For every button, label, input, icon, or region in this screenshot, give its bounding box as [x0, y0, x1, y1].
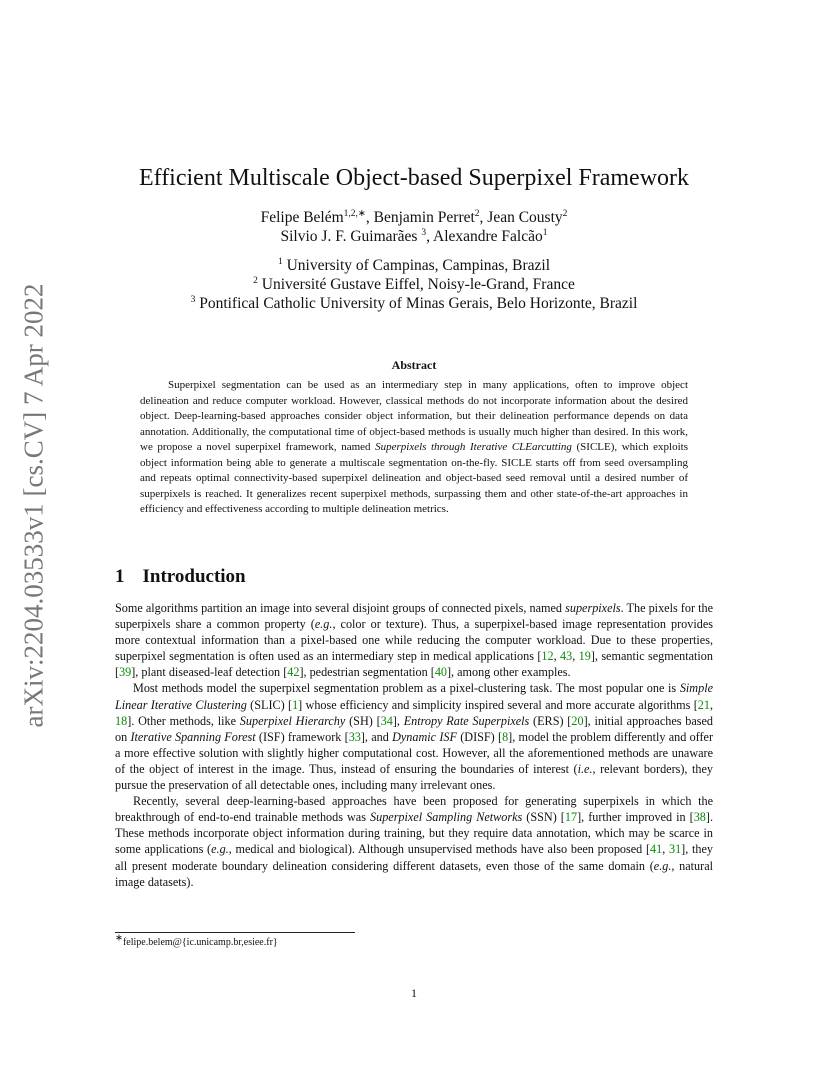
affiliation-list [100, 256, 728, 313]
affiliation: $^2$ Université Gustave Eiffel, Noisy-le-Grand, France [253, 275, 575, 293]
citation-link[interactable]: 33 [348, 729, 361, 744]
citation-link[interactable]: 21 [697, 697, 710, 712]
section-number: 1 [115, 566, 125, 587]
citation-link[interactable]: 38 [693, 810, 706, 825]
author-name: Benjamin Perret [373, 209, 475, 226]
arxiv-identifier-text: arXiv:2204.03533v1 [cs.CV] 7 Apr 2022 [18, 283, 49, 727]
citation-link[interactable]: 43 [560, 649, 573, 664]
paragraph: Recently, several deep-learning-based approaches have been proposed for generating superpixels in which the breakthrough of end-to-end trainable methods was Superpixel Sampling Networks (SSN) [17], further improved in [38]. These methods incorporate object information during training, but they require data annotation, which may be scarce in some applications (e.g., medical and biological). Although unsupervised methods have also been proposed [41, 31], they all present moderate boundary delineation considering different datasets, even those of the same domain (e.g., natural image datasets). [115, 794, 714, 889]
introduction-body [115, 600, 713, 890]
paper-title: Efficient Multiscale Object-based Superpixel Framework [138, 165, 690, 191]
author-affil-sup: 1 [542, 227, 548, 238]
author-name: Silvio J. F. Guimarães [280, 228, 418, 245]
citation-link[interactable]: 1 [292, 697, 299, 712]
author-name: Alexandre Falcão [433, 228, 543, 245]
footnote-rule [115, 932, 355, 933]
author-affil-sup: 2 [562, 208, 568, 219]
paragraph: Some algorithms partition an image into several disjoint groups of connected pixels, named superpixels. The pixels for the superpixels share a common property (e.g., color or texture). Thus, a superpixel-based image representation provides more contextual information than a pixel-based one while reducing the computer workload. Due to these properties, superpixel segmentation is often used as an intermediary step in medical applications [12, 43, 19], semantic segmentation [39], plant diseased-leaf detection [42], pedestrian segmentation [40], among other examples. [115, 601, 713, 680]
citation-link[interactable]: 31 [668, 842, 682, 857]
footnote [115, 933, 515, 949]
citation-link[interactable]: 42 [287, 665, 300, 680]
abstract-heading: Abstract [391, 358, 437, 372]
citation-link[interactable]: 20 [571, 713, 584, 728]
citation-link[interactable]: 18 [115, 713, 128, 728]
author-affil-sup: 3 [421, 227, 427, 238]
author-list: Felipe Belém$^{1,2,∗}$, Benjamin Perret$^2$, Jean Cousty$^2$ Silvio J. F. Guimarães $^3$, Alexandre Falcão$^1$ [260, 208, 568, 245]
affiliation: $^3$ Pontifical Catholic University of Minas Gerais, Belo Horizonte, Brazil [190, 294, 638, 312]
author-affil-sup: 1,2, [343, 208, 358, 219]
author-name: Jean Cousty [487, 209, 563, 226]
footnote-mark: ∗ [357, 208, 366, 219]
section-title: Introduction [142, 566, 246, 587]
arxiv-identifier-stamp [14, 283, 54, 727]
paragraph: Most methods model the superpixel segmentation problem as a pixel-clustering task. The most popular one is Simple Linear Iterative Clustering (SLIC) [1] whose efficiency and simplicity inspired several and more accurate algorithms [21, 18]. Other methods, like Superpixel Hierarchy (SH) [34], Entropy Rate Superpixels (ERS) [20], initial approaches based on Iterative Spanning Forest (ISF) framework [33], and Dynamic ISF (DISF) [8], model the problem differently and offer a more effective solution with slightly higher computational cost. However, all the aforementioned methods are unaware of the object of interest in the image. Thus, instead of ensuring the boundaries of interest (i.e., relevant borders), they pursue the preservation of all detectable ones, including many irrelevant ones. [115, 681, 714, 793]
footnote-mark: ∗ [115, 933, 123, 944]
citation-link[interactable]: 40 [434, 665, 447, 680]
footnote-text: felipe.belem@{ic.unicamp.br,esiee.fr} [122, 937, 278, 948]
citation-link[interactable]: 34 [380, 713, 393, 728]
abstract-body: Superpixel segmentation can be used as an intermediary step in many applications, often to improve object delineation and reduce computer workload. However, classical methods do not incorporate information about the desired object. Deep-learning-based approaches consider object information, but their delineation performance depends on data annotation. Additionally, the computational time of object-based methods is usually much higher than desired. In this work, we propose a novel superpixel framework, named Superpixels through Iterative CLEarcutting (SICLE), which exploits object information being able to generate a multiscale segmentation on-the-fly. SICLE starts off from seed oversampling and repeats optimal connectivity-based superpixel delineation and object-based seed removal until a desired number of superpixels is reached. It generalizes recent superpixel methods, surpassing them and other state-of-the-art approaches in efficiency and effectiveness according to multiple delineation metrics. [140, 379, 688, 515]
author-name: Felipe Belém [260, 209, 344, 226]
citation-link[interactable]: 12 [541, 649, 554, 664]
citation-link[interactable]: 19 [578, 649, 591, 664]
affiliation: $^1$ University of Campinas, Campinas, Brazil [277, 256, 551, 274]
citation-link[interactable]: 8 [502, 729, 509, 744]
citation-link[interactable]: 41 [650, 842, 663, 857]
section-heading-introduction [115, 566, 246, 588]
citation-link[interactable]: 17 [564, 810, 578, 825]
citation-link[interactable]: 39 [119, 665, 132, 680]
author-affil-sup: 2 [474, 208, 480, 219]
page-number: 1 [411, 986, 417, 1000]
